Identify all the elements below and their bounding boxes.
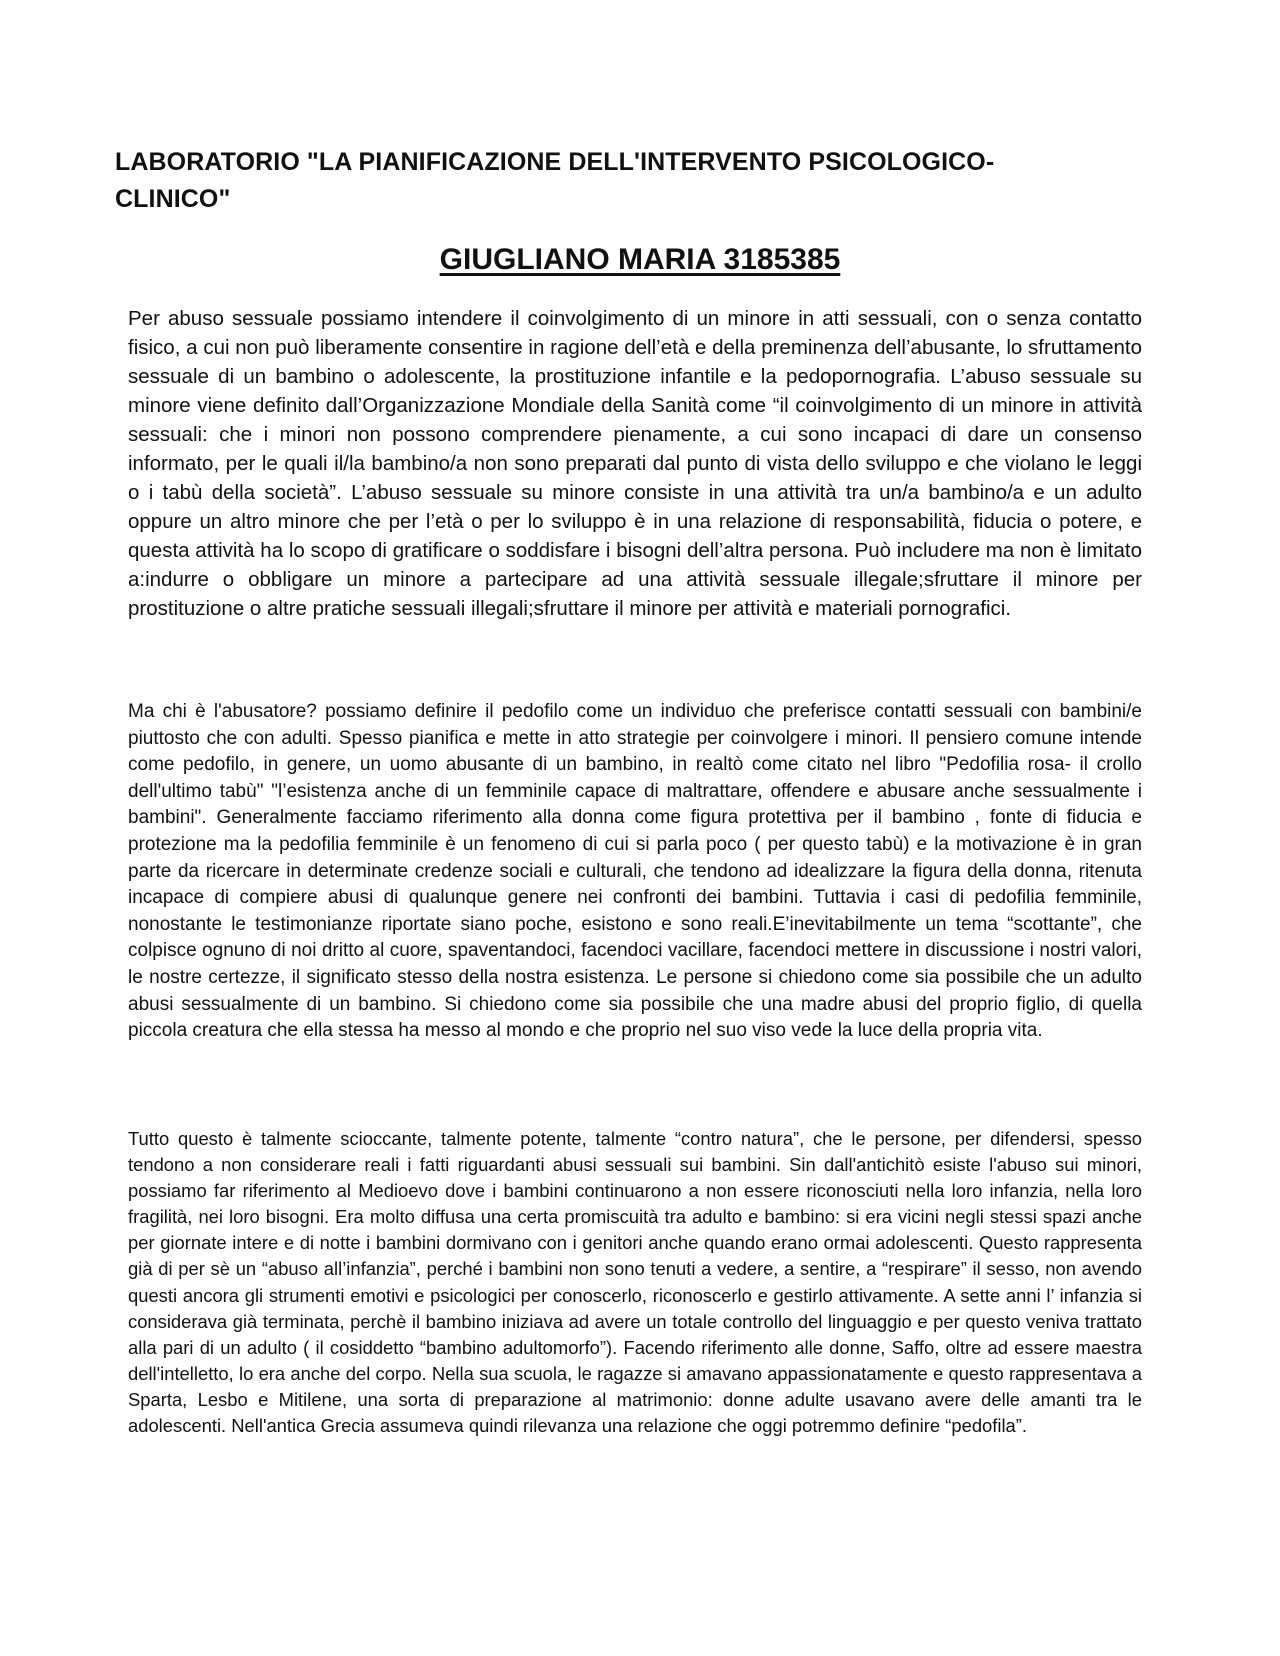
paragraph-definition-abuse: Per abuso sessuale possiamo intendere il coinvolgimento di un minore in atti sessuali, con o senza contatto fisico, a cui non può liberamente consentire in ragione dell’età e della preminenza dell’abusante, lo sfruttamento sessuale di un bambino o adolescente, la prostituzione infantile e la pedopornografia. L’abuso sessuale su minore viene definito dall’Organizzazione Mondiale della Sanità come “il coinvolgimento di un minore in attività sessuali: che i minori non possono comprendere pienamente, a cui sono incapaci di dare un consenso informato, per le quali il/la bambino/a non sono preparati dal punto di vista dello sviluppo e che violano le leggi o i tabù della società”. L’abuso sessuale su minore consiste in una attività tra un/a bambino/a e un adulto oppure un altro minore che per l’età o per lo sviluppo è in una relazione di responsabilità, fiducia o potere, e questa attività ha lo scopo di gratificare o soddisfare i bisogni dell’altra persona. Può includere ma non è limitato a:indurre o obbligare un minore a partecipare ad una attività sessuale illegale;sfruttare il minore per prostituzione o altre pratiche sessuali illegali;sfruttare il minore per attività e materiali pornografici.: [128, 307, 1142, 620]
document-title: LABORATORIO "LA PIANIFICAZIONE DELL'INTERVENTO PSICOLOGICO-CLINICO": [115, 148, 995, 213]
author-line: [115, 240, 1165, 280]
author-name: GIUGLIANO MARIA 3185385: [439, 243, 841, 276]
paragraph-history: Tutto questo è talmente scioccante, talmente potente, talmente “contro natura”, che le persone, per difendersi, spesso tendono a non considerare reali i fatti riguardanti abusi sessuali sui bambini. Sin dall'antichitò esiste l'abuso sui minori, possiamo far riferimento al Medioevo dove i bambini continuarono a non essere riconosciuti nella loro infanzia, nella loro fragilità, nei loro bisogni. Era molto diffusa una certa promiscuità tra adulto e bambino: si era vicini negli stessi spazi anche per giornate intere e di notte i bambini dormivano con i genitori anche quando erano ormai adolescenti. Questo rappresenta già di per sè un “abuso all’infanzia”, perché i bambini non sono tenuti a vedere, a sentire, a “respirare” il sesso, non avendo questi ancora gli strumenti emotivi e psicologici per conoscerlo, riconoscerlo e gestirlo attivamente. A sette anni l’ infanzia si considerava già terminata, perchè il bambino iniziava ad avere un totale controllo del linguaggio e per questo veniva trattato alla pari di un adulto ( il cosiddetto “bambino adultomorfo”). Facendo riferimento alle donne, Saffo, oltre ad essere maestra dell'intelletto, lo era anche del corpo. Nella sua scuola, le ragazze si amavano appassionatamente e questo rappresentava a Sparta, Lesbo e Mitilene, una sorta di preparazione al matrimonio: donne adulte usavano avere delle amanti tra le adolescenti. Nell'antica Grecia assumeva quindi rilevanza una relazione che oggi potremmo definire “pedofila”.: [128, 1128, 1142, 1437]
paragraph-abuser: Ma chi è l'abusatore? possiamo definire il pedofilo come un individuo che preferisce contatti sessuali con bambini/e piuttosto che con adulti. Spesso pianifica e mette in atto strategie per coinvolgere i minori. Il pensiero comune intende come pedofilo, in genere, un uomo abusante di un bambino, in realtò come citato nel libro "Pedofilia rosa- il crollo dell'ultimo tabù" "l’esistenza anche di un femminile capace di maltrattare, offendere e abusare anche sessualmente i bambini". Generalmente facciamo riferimento alla donna come figura protettiva per il bambino , fonte di fiducia e protezione ma la pedofilia femminile è un fenomeno di cui si parla poco ( per questo tabù) e la motivazione è in gran parte da ricercare in determinate credenze sociali e culturali, che tendono ad idealizzare la figura della donna, ritenuta incapace di compiere abusi di qualunque genere nei confronti dei bambini. Tuttavia i casi di pedofilia femminile, nonostante le testimonianze riportate siano poche, esistono e sono reali.E’inevitabilmente un tema “scottante”, che colpisce ognuno di noi dritto al cuore, spaventandoci, facendoci vacillare, facendoci mettere in discussione i nostri valori, le nostre certezze, il significato stesso della nostra esistenza. Le persone si chiedono come sia possibile che un adulto abusi sessualmente di un bambino. Si chiedono come sia possibile che una madre abusi del proprio figlio, di quella piccola creatura che ella stessa ha messo al mondo e che proprio nel suo viso vede la luce della propria vita.: [128, 701, 1142, 1042]
